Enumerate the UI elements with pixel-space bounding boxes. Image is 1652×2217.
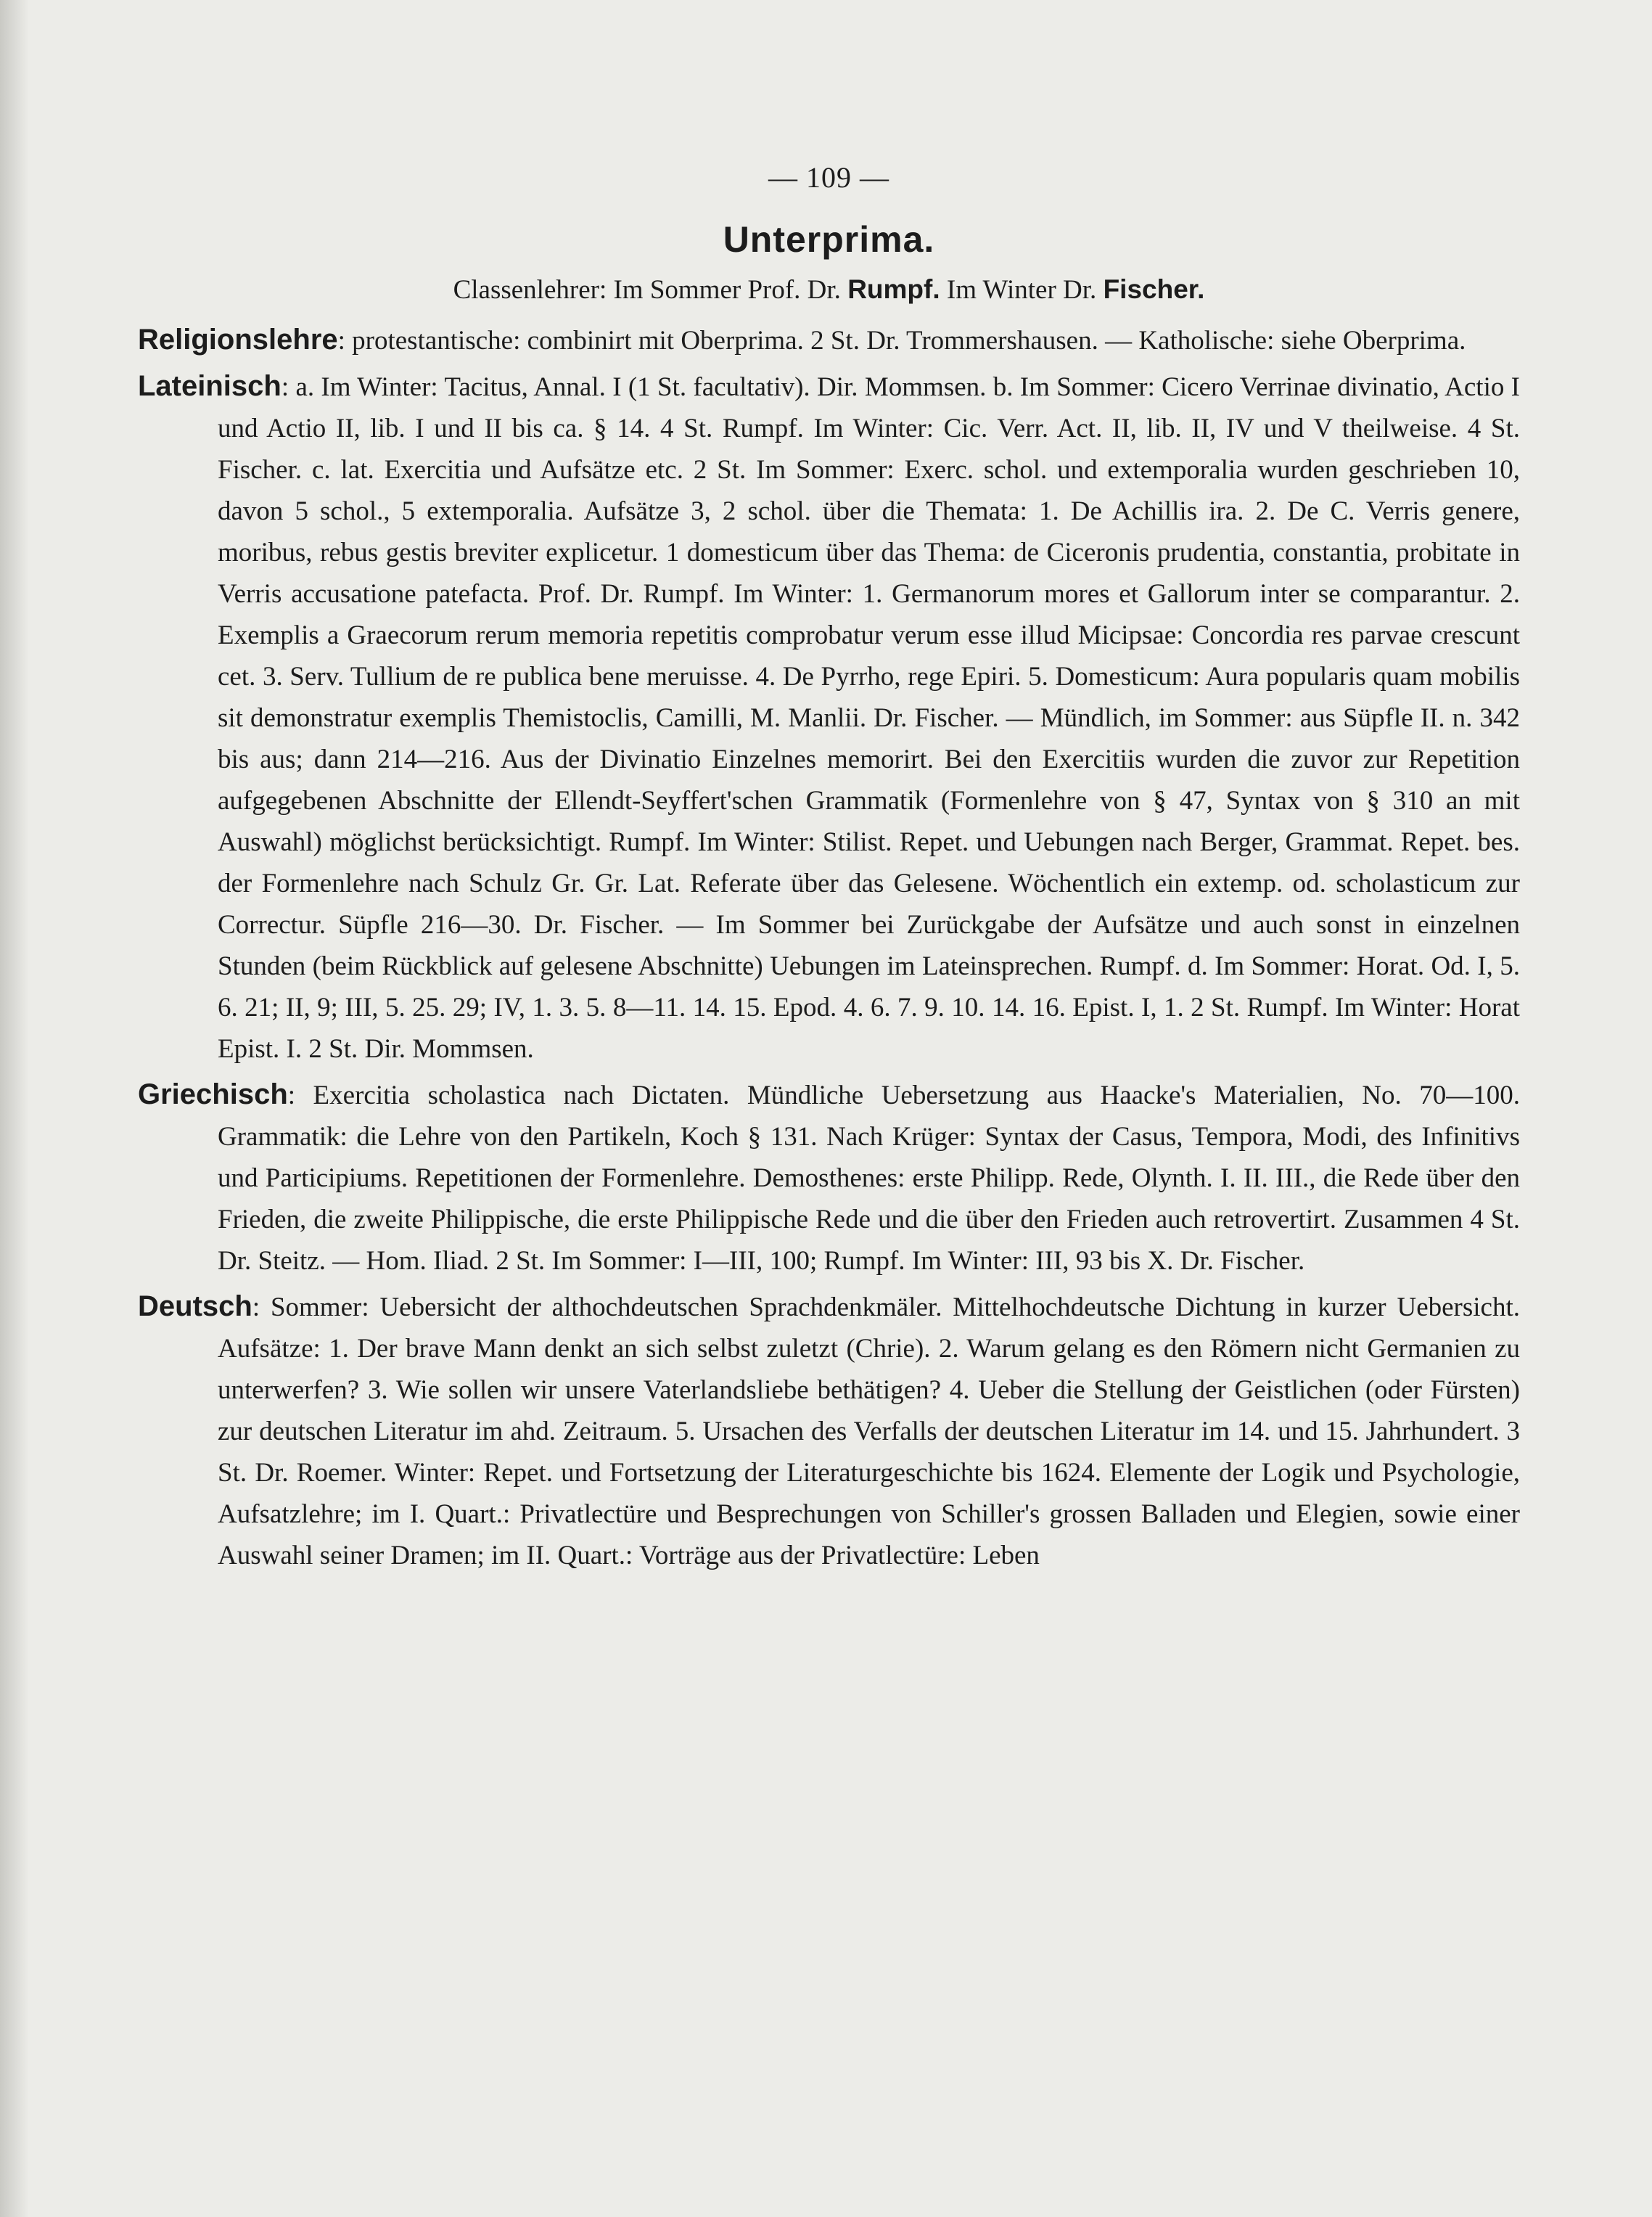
class-teacher-middle: Im Winter Dr. [940,275,1104,305]
summer-teacher-name: Rumpf. [847,274,940,304]
subject-text: : Sommer: Uebersicht der althochdeutschen Sprachdenkmäler. Mittelhochdeutsche Dichtung in kurzer Uebersicht. Aufsätze: 1. Der brave Mann denkt an sich selbst zuletzt (Chrie). 2. Warum gelang es den Römern nicht Germanien zu unterwerfen? 3. Wie sollen wir unsere Vaterlandsliebe bethätigen? 4. Ueber die Stellung der Geistlichen (oder Fürsten) zur deutschen Literatur im ahd. Zeitraum. 5. Ursachen des Verfalls der deutschen Literatur im 14. und 15. Jahrhundert. 3 St. Dr. Roemer. Winter: Repet. und Fortsetzung der Literaturgeschichte bis 1624. Elemente der Logik und Psychologie, Aufsatzlehre; im I. Quart.: Privatlectüre und Besprechungen von Schiller's grossen Balladen und Elegien, sowie einer Auswahl seiner Dramen; im II. Quart.: Vorträge aus der Privatlectüre: Leben [218,1292,1520,1570]
subject-text: : a. Im Winter: Tacitus, Annal. I (1 St. facultativ). Dir. Mommsen. b. Im Sommer: Cicero Verrinae divinatio, Actio I und Actio II, lib. I und II bis ca. § 14. 4 St. Rumpf. Im Winter: Cic. Verr. Act. II, lib. II, IV und V theilweise. 4 St. Fischer. c. lat. Exercitia und Aufsätze etc. 2 St. Im Sommer: Exerc. schol. und extemporalia wurden geschrieben 10, davon 5 schol., 5 extemporalia. Aufsätze 3, 2 schol. über die Themata: 1. De Achillis ira. 2. De C. Verris genere, moribus, rebus gestis breviter explicetur. 1 domesticum über das Thema: de Ciceronis prudentia, constantia, probitate in Verris accusatione patefacta. Prof. Dr. Rumpf. Im Winter: 1. Germanorum mores et Gallorum inter se comparantur. 2. Exemplis a Graecorum rerum memoria repetitis comprobatur verum esse illud Micipsae: Concordia res parvae crescunt cet. 3. Serv. Tullium de re publica bene meruisse. 4. De Pyrrho, rege Epiri. 5. Domesticum: Aura popularis quam mobilis sit demonstratur exemplis Themistoclis, Camilli, M. Manlii. Dr. Fischer. — Mündlich, im Sommer: aus Süpfle II. n. 342 bis aus; dann 214—216. Aus der Divinatio Einzelnes memorirt. Bei den Exercitiis wurden die zuvor zur Repetition aufgegebenen Abschnitte der Ellendt-Seyffert'schen Grammatik (Formenlehre von § 47, Syntax von § 310 an mit Auswahl) möglichst berücksichtigt. Rumpf. Im Winter: Stilist. Repet. und Uebungen nach Berger, Grammat. Repet. bes. der Formenlehre nach Schulz Gr. Gr. Lat. Referate über das Gelesene. Wöchentlich ein extemp. od. scholasticum zur Correctur. Süpfle 216—30. Dr. Fischer. — Im Sommer bei Zurückgabe der Aufsätze und auch sonst in einzelnen Stunden (beim Rückblick auf gelesene Abschnitte) Uebungen im Lateinsprechen. Rumpf. d. Im Sommer: Horat. Od. I, 5. 6. 21; II, 9; III, 5. 25. 29; IV, 1. 3. 5. 8—11. 14. 15. Epod. 4. 6. 7. 9. 10. 14. 16. Epist. I, 1. 2 St. Rumpf. Im Winter: Horat Epist. I. 2 St. Dir. Mommsen. [218,372,1520,1064]
subject-name: Griechisch [138,1078,288,1110]
subject-text: : Exercitia scholastica nach Dictaten. Mündliche Uebersetzung aus Haacke's Materialien, No. 70—100. Grammatik: die Lehre von den Partikeln, Koch § 131. Nach Krüger: Syntax der Casus, Tempora, Modi, des Infinitivs und Participiums. Repetitionen der Formenlehre. Demosthenes: erste Philipp. Rede, Olynth. I. II. III., die Rede über den Frieden, die zweite Philippische, die erste Philippische Rede und die über den Frieden auch retrovertirt. Zusammen 4 St. Dr. Steitz. — Hom. Iliad. 2 St. Im Sommer: I—III, 100; Rumpf. Im Winter: III, 93 bis X. Dr. Fischer. [218,1081,1520,1276]
winter-teacher-name: Fischer. [1103,274,1205,304]
page-number: — 109 — [768,161,889,194]
subject-name: Deutsch [138,1290,252,1322]
class-teacher-line [138,269,1520,311]
subject-deutsch [138,1286,1520,1576]
subject-religionslehre [138,319,1520,361]
class-teacher-prefix: Classenlehrer: Im Sommer Prof. Dr. [453,275,848,305]
page-title: Unterprima. [723,219,935,260]
subject-name: Religionslehre [138,324,338,356]
subject-name: Lateinisch [138,370,282,402]
subject-lateinisch [138,366,1520,1070]
subject-griechisch [138,1074,1520,1282]
subject-text: : protestantische: combinirt mit Oberprima. 2 St. Dr. Trommershausen. — Katholische: siehe Oberprima. [337,326,1466,356]
page-gutter-shadow [0,0,29,2217]
page-content [138,160,1520,1581]
